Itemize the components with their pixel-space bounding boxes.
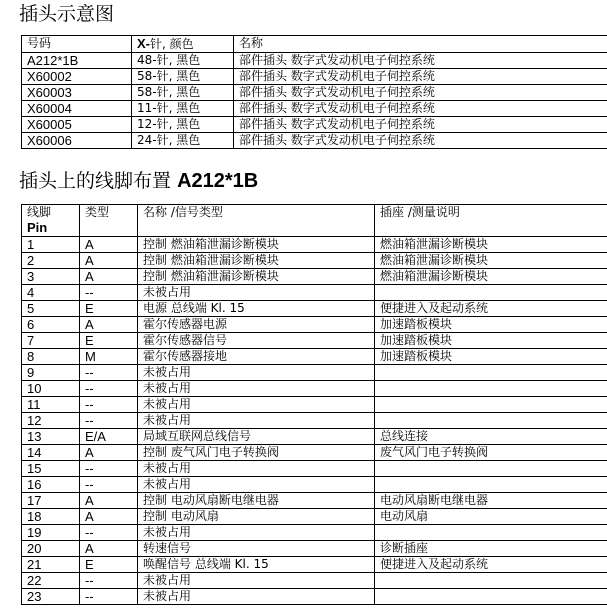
cell-name: 控制 废气风门电子转换阀 xyxy=(138,445,375,461)
cell-code: X60005 xyxy=(22,117,132,133)
cell-pin: 18 xyxy=(22,509,80,525)
cell-socket: 加速踏板模块 xyxy=(375,349,607,365)
table-row xyxy=(22,477,607,493)
cell-type: A xyxy=(80,445,138,461)
cell-type: E/A xyxy=(80,429,138,445)
cell-pins: 11-针, 黑色 xyxy=(132,101,234,117)
connector-diagram-heading: 插头示意图 xyxy=(19,3,115,25)
cell-socket xyxy=(375,573,607,589)
cell-name: 霍尔传感器信号 xyxy=(138,333,375,349)
cell-socket: 加速踏板模块 xyxy=(375,317,607,333)
cell-name: 霍尔传感器接地 xyxy=(138,349,375,365)
cell-socket: 加速踏板模块 xyxy=(375,333,607,349)
cell-name: 部件插头 数字式发动机电子伺控系统 xyxy=(234,69,607,85)
cell-name: 局域互联网总线信号 xyxy=(138,429,375,445)
cell-type: -- xyxy=(80,525,138,541)
cell-type: A xyxy=(80,237,138,253)
cell-socket: 便捷进入及起动系统 xyxy=(375,557,607,573)
cell-pin: 9 xyxy=(22,365,80,381)
table-row xyxy=(22,589,607,605)
header-pins-prefix: X- xyxy=(137,36,150,51)
cell-name: 控制 燃油箱泄漏诊断模块 xyxy=(138,269,375,285)
table-row xyxy=(22,509,607,525)
cell-type: -- xyxy=(80,397,138,413)
table-row xyxy=(22,493,607,509)
cell-name: 未被占用 xyxy=(138,589,375,605)
cell-type: -- xyxy=(80,477,138,493)
cell-socket xyxy=(375,365,607,381)
table-row xyxy=(22,365,607,381)
cell-code: X60006 xyxy=(22,133,132,149)
cell-name: 未被占用 xyxy=(138,381,375,397)
cell-code: X60004 xyxy=(22,101,132,117)
table-row xyxy=(22,69,607,85)
cell-name: 未被占用 xyxy=(138,397,375,413)
cell-pin: 14 xyxy=(22,445,80,461)
cell-pin: 1 xyxy=(22,237,80,253)
table-header-row xyxy=(22,36,607,53)
cell-type: M xyxy=(80,349,138,365)
header-name: 名称 xyxy=(234,36,607,53)
cell-name: 控制 电动风扇断电继电器 xyxy=(138,493,375,509)
cell-name: 未被占用 xyxy=(138,413,375,429)
header-socket: 插座 /测量说明 xyxy=(375,205,607,237)
pin-assignment-heading xyxy=(19,169,258,193)
cell-socket xyxy=(375,397,607,413)
table-row xyxy=(22,117,607,133)
cell-pin: 8 xyxy=(22,349,80,365)
cell-name: 部件插头 数字式发动机电子伺控系统 xyxy=(234,85,607,101)
cell-name: 控制 燃油箱泄漏诊断模块 xyxy=(138,253,375,269)
cell-socket xyxy=(375,413,607,429)
cell-type: -- xyxy=(80,461,138,477)
cell-code: X60003 xyxy=(22,85,132,101)
cell-socket: 电动风扇 xyxy=(375,509,607,525)
cell-pins: 48-针, 黑色 xyxy=(132,53,234,69)
cell-type: E xyxy=(80,557,138,573)
header-pin-line1: 线脚 xyxy=(27,205,52,219)
cell-pin: 23 xyxy=(22,589,80,605)
cell-name: 部件插头 数字式发动机电子伺控系统 xyxy=(234,117,607,133)
cell-pin: 21 xyxy=(22,557,80,573)
cell-name: 未被占用 xyxy=(138,365,375,381)
cell-pin: 17 xyxy=(22,493,80,509)
cell-type: -- xyxy=(80,365,138,381)
cell-name: 电源 总线端 Kl. 15 xyxy=(138,301,375,317)
cell-type: -- xyxy=(80,285,138,301)
table-row xyxy=(22,269,607,285)
header-pin-line2: Pin xyxy=(27,220,48,235)
table-row xyxy=(22,301,607,317)
cell-type: -- xyxy=(80,589,138,605)
cell-pins: 58-针, 黑色 xyxy=(132,85,234,101)
cell-socket: 诊断插座 xyxy=(375,541,607,557)
cell-socket xyxy=(375,461,607,477)
connector-list-table xyxy=(21,35,607,149)
cell-type: A xyxy=(80,253,138,269)
header-code: 号码 xyxy=(22,36,132,53)
cell-socket xyxy=(375,477,607,493)
cell-pin: 19 xyxy=(22,525,80,541)
table-row xyxy=(22,461,607,477)
cell-pin: 6 xyxy=(22,317,80,333)
table-row xyxy=(22,557,607,573)
cell-type: A xyxy=(80,541,138,557)
cell-name: 未被占用 xyxy=(138,525,375,541)
table-header-row xyxy=(22,205,607,237)
cell-name: 未被占用 xyxy=(138,461,375,477)
table-row xyxy=(22,237,607,253)
cell-type: -- xyxy=(80,381,138,397)
cell-name: 控制 电动风扇 xyxy=(138,509,375,525)
cell-pin: 7 xyxy=(22,333,80,349)
cell-pin: 11 xyxy=(22,397,80,413)
cell-socket: 电动风扇断电继电器 xyxy=(375,493,607,509)
cell-type: -- xyxy=(80,573,138,589)
cell-type: A xyxy=(80,317,138,333)
cell-socket xyxy=(375,589,607,605)
cell-type: E xyxy=(80,333,138,349)
header-pin xyxy=(22,205,80,237)
cell-pin: 13 xyxy=(22,429,80,445)
cell-pin: 4 xyxy=(22,285,80,301)
cell-type: A xyxy=(80,509,138,525)
table-row xyxy=(22,429,607,445)
cell-pin: 15 xyxy=(22,461,80,477)
cell-pin: 10 xyxy=(22,381,80,397)
cell-type: -- xyxy=(80,413,138,429)
cell-pins: 24-针, 黑色 xyxy=(132,133,234,149)
cell-name: 霍尔传感器电源 xyxy=(138,317,375,333)
cell-name: 未被占用 xyxy=(138,573,375,589)
cell-name: 部件插头 数字式发动机电子伺控系统 xyxy=(234,133,607,149)
cell-socket: 废气风门电子转换阀 xyxy=(375,445,607,461)
cell-name: 控制 燃油箱泄漏诊断模块 xyxy=(138,237,375,253)
cell-pin: 20 xyxy=(22,541,80,557)
pin-assignment-heading-text: 插头上的线脚布置 xyxy=(19,170,172,192)
cell-type: A xyxy=(80,269,138,285)
header-pins-color xyxy=(132,36,234,53)
cell-name: 未被占用 xyxy=(138,477,375,493)
cell-socket: 便捷进入及起动系统 xyxy=(375,301,607,317)
table-row xyxy=(22,317,607,333)
table-row xyxy=(22,101,607,117)
cell-socket xyxy=(375,381,607,397)
cell-type: E xyxy=(80,301,138,317)
cell-socket xyxy=(375,525,607,541)
table-row xyxy=(22,333,607,349)
header-type: 类型 xyxy=(80,205,138,237)
table-row xyxy=(22,381,607,397)
cell-type: A xyxy=(80,493,138,509)
table-row xyxy=(22,573,607,589)
table-row xyxy=(22,285,607,301)
cell-name: 未被占用 xyxy=(138,285,375,301)
cell-pin: 12 xyxy=(22,413,80,429)
cell-code: X60002 xyxy=(22,69,132,85)
table-row xyxy=(22,53,607,69)
cell-socket: 燃油箱泄漏诊断模块 xyxy=(375,237,607,253)
table-row xyxy=(22,349,607,365)
table-row xyxy=(22,445,607,461)
cell-pins: 12-针, 黑色 xyxy=(132,117,234,133)
table-row xyxy=(22,85,607,101)
cell-pins: 58-针, 黑色 xyxy=(132,69,234,85)
cell-socket: 燃油箱泄漏诊断模块 xyxy=(375,269,607,285)
pin-assignment-table xyxy=(21,204,607,605)
cell-pin: 16 xyxy=(22,477,80,493)
cell-name: 转速信号 xyxy=(138,541,375,557)
table-row xyxy=(22,541,607,557)
cell-name: 部件插头 数字式发动机电子伺控系统 xyxy=(234,101,607,117)
cell-pin: 5 xyxy=(22,301,80,317)
cell-socket: 燃油箱泄漏诊断模块 xyxy=(375,253,607,269)
cell-pin: 22 xyxy=(22,573,80,589)
table-row xyxy=(22,397,607,413)
cell-pin: 3 xyxy=(22,269,80,285)
header-signal-name: 名称 /信号类型 xyxy=(138,205,375,237)
cell-name: 部件插头 数字式发动机电子伺控系统 xyxy=(234,53,607,69)
pin-assignment-connector-code: A212*1B xyxy=(177,170,259,192)
cell-socket: 总线连接 xyxy=(375,429,607,445)
table-row xyxy=(22,253,607,269)
cell-name: 唤醒信号 总线端 Kl. 15 xyxy=(138,557,375,573)
table-row xyxy=(22,133,607,149)
cell-pin: 2 xyxy=(22,253,80,269)
table-row xyxy=(22,413,607,429)
cell-code: A212*1B xyxy=(22,53,132,69)
header-pins-suffix: 针, 颜色 xyxy=(150,37,194,51)
cell-socket xyxy=(375,285,607,301)
table-row xyxy=(22,525,607,541)
